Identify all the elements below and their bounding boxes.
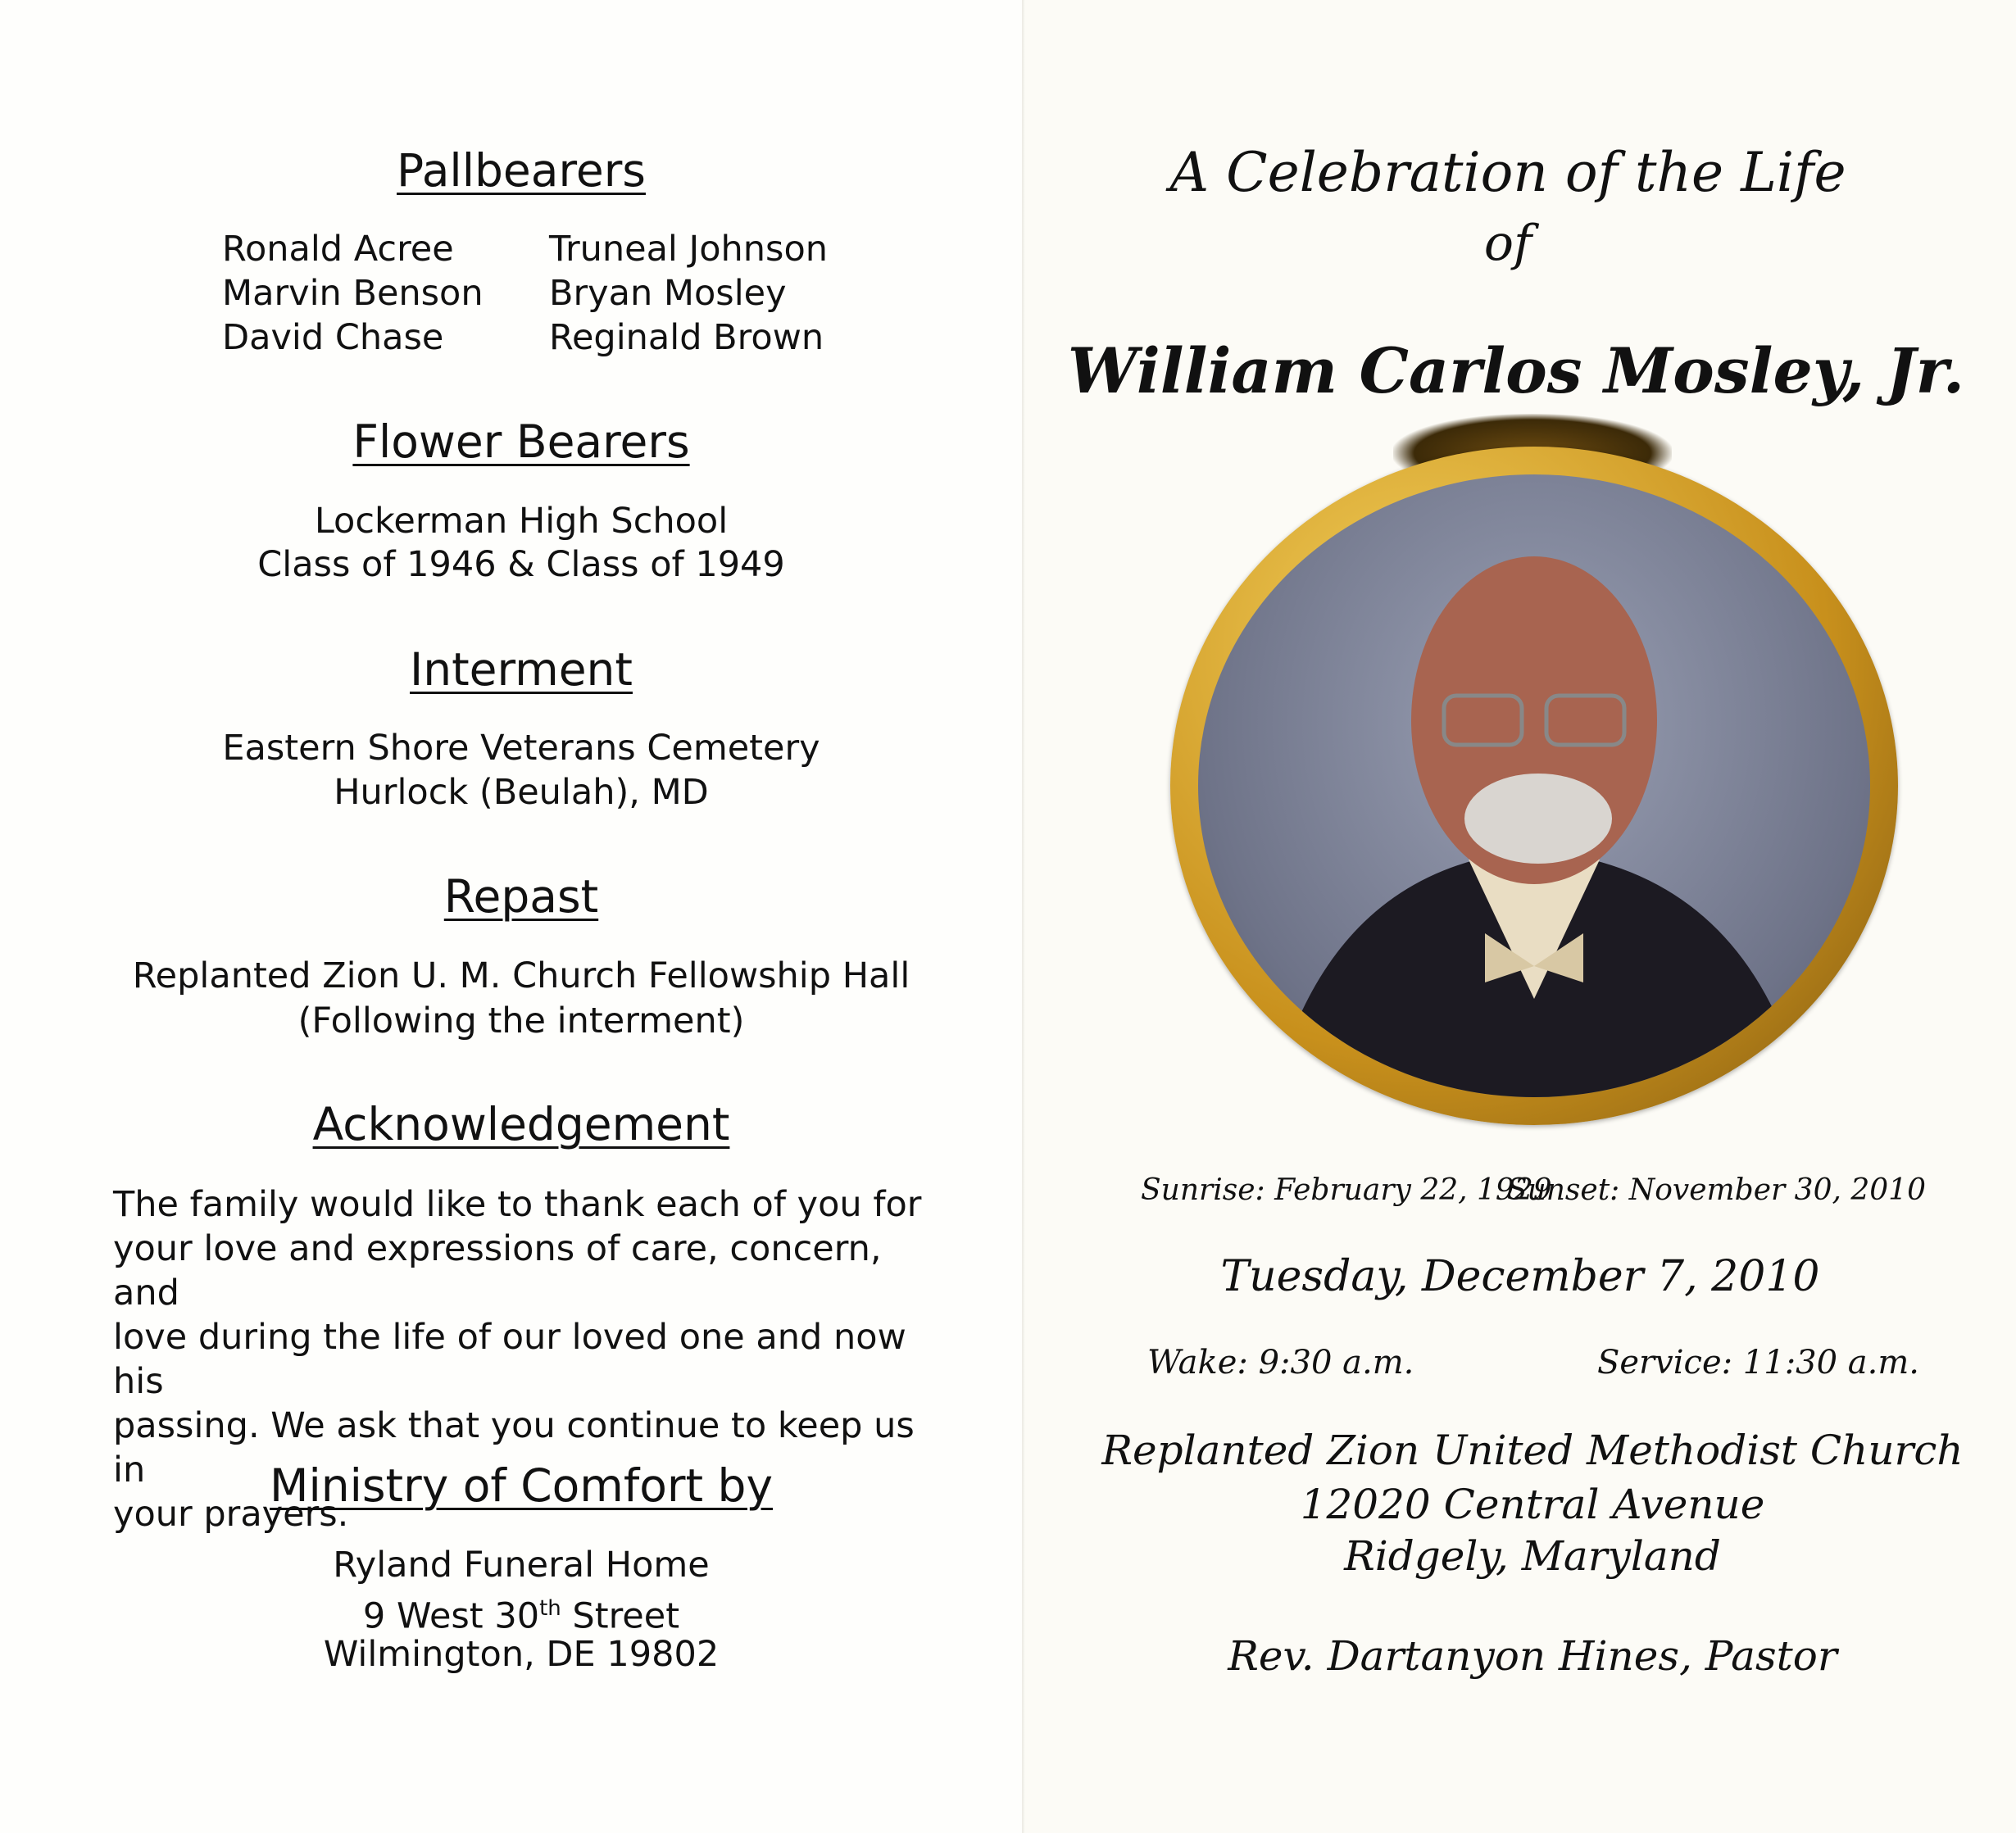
sunrise-date: Sunrise: February 22, 1929 <box>1141 1173 1552 1207</box>
portrait-frame <box>1170 447 1898 1125</box>
interment-line: Eastern Shore Veterans Cemetery <box>222 728 820 769</box>
repast-line: (Following the interment) <box>297 1000 745 1041</box>
ack-line: The family would like to thank each of you for <box>113 1184 922 1225</box>
pallbearer-name: David Chase <box>222 317 444 358</box>
pallbearers-heading: Pallbearers <box>397 144 646 197</box>
pallbearer-name: Truneal Johnson <box>549 229 829 270</box>
service-time: Service: 11:30 a.m. <box>1596 1344 1919 1382</box>
ministry-heading: Ministry of Comfort by <box>270 1459 773 1512</box>
church-address: 12020 Central Avenue <box>1300 1481 1765 1528</box>
funeral-home-name: Ryland Funeral Home <box>333 1545 710 1586</box>
church-city: Ridgely, Maryland <box>1344 1532 1721 1580</box>
wake-time: Wake: 9:30 a.m. <box>1147 1344 1414 1382</box>
ack-line: love during the life of our loved one and now his <box>113 1317 906 1402</box>
pallbearer-name: Reginald Brown <box>549 317 824 358</box>
title-line2: of <box>1483 215 1532 272</box>
deceased-name: William Carlos Mosley, Jr. <box>1067 334 1965 407</box>
flower-bearers-heading: Flower Bearers <box>352 415 690 468</box>
sunset-date: Sunset: November 30, 2010 <box>1506 1173 1926 1207</box>
funeral-home-street: 9 West 30th Street <box>362 1595 680 1637</box>
interment-line: Hurlock (Beulah), MD <box>334 772 709 813</box>
interment-heading: Interment <box>410 643 633 696</box>
church-name: Replanted Zion United Methodist Church <box>1101 1427 1964 1474</box>
pallbearer-name: Bryan Mosley <box>549 273 787 314</box>
repast-line: Replanted Zion U. M. Church Fellowship Hall <box>132 955 910 996</box>
ack-line: passing. We ask that you continue to keep us in <box>113 1405 915 1490</box>
ack-line: your prayers. <box>113 1494 349 1535</box>
pallbearer-name: Ronald Acree <box>222 229 454 270</box>
ack-line: your love and expressions of care, concern, and <box>113 1228 882 1313</box>
flower-bearers-line: Lockerman High School <box>314 501 729 542</box>
repast-heading: Repast <box>443 870 599 923</box>
pallbearer-name: Marvin Benson <box>222 273 484 314</box>
service-date: Tuesday, December 7, 2010 <box>1220 1252 1820 1301</box>
title-line1: A Celebration of the Life <box>1169 141 1846 204</box>
portrait-photo <box>1198 474 1870 1097</box>
flower-bearers-line: Class of 1946 & Class of 1949 <box>257 544 785 585</box>
pastor-name: Rev. Dartanyon Hines, Pastor <box>1228 1632 1837 1680</box>
portrait-figure <box>1198 474 1870 1097</box>
acknowledgement-heading: Acknowledgement <box>312 1098 730 1150</box>
funeral-home-city: Wilmington, DE 19802 <box>323 1634 720 1675</box>
